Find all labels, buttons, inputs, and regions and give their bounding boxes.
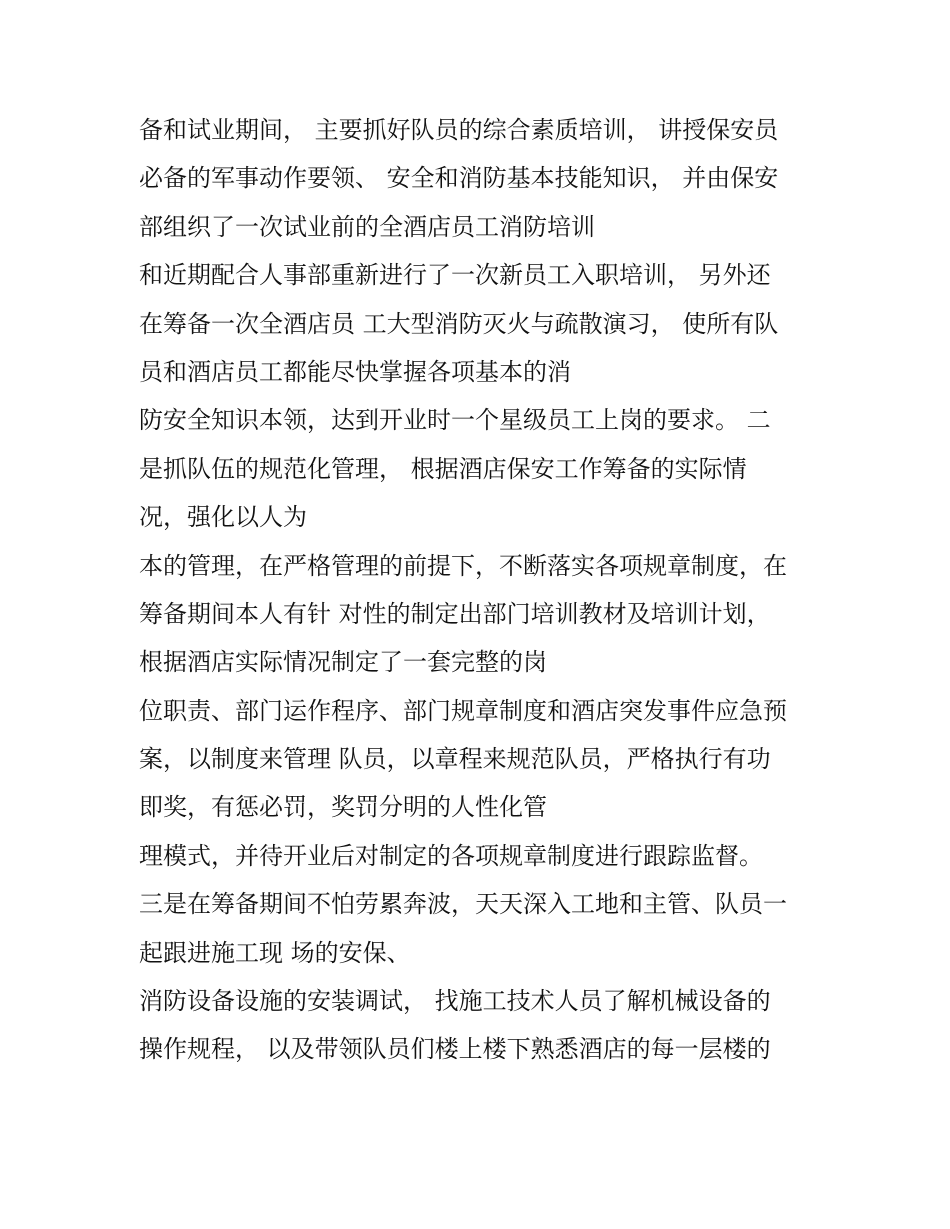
text-line-6: 员和酒店员工都能尽快掌握各项基本的消: [139, 357, 571, 386]
text-line-11: 筹备期间本人有针 对性的制定出部门培训教材及培训计划，: [139, 599, 771, 628]
text-line-3: 部组织了一次试业前的全酒店员工消防培训: [139, 212, 595, 241]
text-line-15: 即奖，有惩必罚，奖罚分明的人性化管: [139, 793, 547, 822]
text-line-1: 备和试业期间， 主要抓好队员的综合素质培训， 讲授保安员: [139, 116, 779, 144]
text-line-5: 在筹备一次全酒店员 工大型消防灭火与疏散演习， 使所有队: [139, 309, 779, 338]
text-line-16: 理模式，并待开业后对制定的各项规章制度进行跟踪监督。: [139, 841, 763, 870]
text-line-20: 操作规程， 以及带领队员们楼上楼下熟悉酒店的每一层楼的: [139, 1035, 771, 1064]
text-line-10: 本的管理，在严格管理的前提下，不断落实各项规章制度，在: [139, 551, 787, 580]
text-line-14: 案，以制度来管理 队员，以章程来规范队员，严格执行有功: [139, 745, 771, 774]
text-line-13: 位职责、部门运作程序、部门规章制度和酒店突发事件应急预: [139, 696, 787, 725]
text-line-4: 和近期配合人事部重新进行了一次新员工入职培训， 另外还: [139, 261, 771, 290]
text-line-2: 必备的军事动作要领、 安全和消防基本技能知识， 并由保安: [139, 164, 779, 193]
body-text: [139, 106, 839, 1074]
text-line-9: 况，强化以人为: [139, 503, 307, 532]
text-line-12: 根据酒店实际情况制定了一套完整的岗: [139, 648, 547, 677]
text-line-19: 消防设备设施的安装调试， 找施工技术人员了解机械设备的: [139, 987, 771, 1016]
text-line-18: 起跟进施工现 场的安保、: [139, 938, 411, 967]
text-line-7: 防安全知识本领，达到开业时一个星级员工上岗的要求。 二: [139, 406, 771, 435]
text-line-8: 是抓队伍的规范化管理， 根据酒店保安工作筹备的实际情: [139, 454, 747, 483]
text-line-17: 三是在筹备期间不怕劳累奔波，天天深入工地和主管、队员一: [139, 890, 787, 919]
